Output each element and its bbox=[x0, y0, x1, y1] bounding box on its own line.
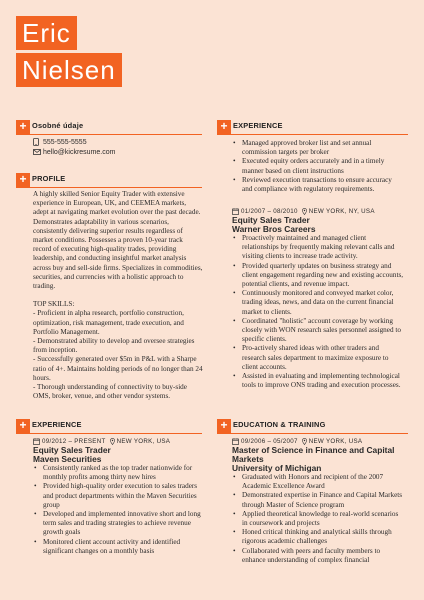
section-divider bbox=[16, 433, 202, 434]
job-location: NEW YORK, NY, USA bbox=[308, 208, 375, 215]
list-item: • Managed approved broker list and set annual commission targets per broker bbox=[232, 139, 404, 157]
degree-title: Master of Science in Finance and Capital Markets bbox=[232, 445, 395, 464]
profile-section-header bbox=[16, 173, 202, 187]
list-item: • Reviewed execution transactions to ensure accuracy and compliance with regulatory requirements. bbox=[232, 176, 404, 194]
experience-title: EXPERIENCE bbox=[233, 121, 283, 130]
section-divider bbox=[16, 187, 202, 188]
job-warner bbox=[232, 207, 404, 390]
phone-icon bbox=[33, 138, 43, 146]
section-divider bbox=[217, 134, 408, 135]
experience-section-header bbox=[217, 120, 408, 134]
list-item: • Graduated with Honors and recipient of the 2007 Academic Excellence Award bbox=[232, 473, 404, 491]
list-item: • Assisted in evaluating and implementing technological tools to improve ONS trading and execution processes. bbox=[232, 372, 404, 390]
job-company: Warner Bros Careers bbox=[232, 224, 316, 234]
previous-job-bullets bbox=[232, 139, 404, 194]
job-company: Maven Securities bbox=[33, 454, 102, 464]
job-title: Equity Sales Trader bbox=[33, 445, 111, 455]
plus-icon: + bbox=[16, 120, 30, 134]
section-divider bbox=[217, 433, 408, 434]
school-name: University of Michigan bbox=[232, 463, 322, 473]
skill-item: - Proficient in alpha research, portfolio construction, optimization, risk management, trade execution, and Portfolio Management. bbox=[33, 309, 184, 336]
list-item: • Consistently ranked as the top trader nationwide for monthly profits among thirty new hires bbox=[33, 464, 203, 482]
plus-icon: + bbox=[16, 419, 30, 433]
mail-icon bbox=[33, 149, 43, 155]
education-section-header bbox=[217, 419, 408, 433]
job-dates: 01/2007 – 08/2010 bbox=[241, 208, 298, 215]
list-item: • Provided high-quality order execution to sales traders and product departments within the Maven Securities group bbox=[33, 482, 203, 510]
education-location: NEW YORK, USA bbox=[308, 438, 363, 445]
list-item: • Provided quarterly updates on business strategy and client engagement regarding new and existing accounts, potential clients, and revenue impact. bbox=[232, 262, 404, 290]
contact-title: Osobné údaje bbox=[32, 121, 84, 130]
list-item: • Demonstrated expertise in Finance and Capital Markets through Master of Science program bbox=[232, 491, 404, 509]
location-pin-icon bbox=[110, 438, 115, 445]
first-name: Eric bbox=[16, 16, 77, 50]
list-item: • Applied theoretical knowledge to real-world scenarios in coursework and projects bbox=[232, 510, 404, 528]
plus-icon: + bbox=[217, 120, 231, 134]
job-location: NEW YORK, USA bbox=[116, 438, 171, 445]
list-item: • Continuously monitored and conveyed market color, trading ideas, news, and data on the current financial market to clients. bbox=[232, 289, 404, 317]
phone-text: 555-555-5555 bbox=[43, 138, 87, 146]
job-title: Equity Sales Trader bbox=[232, 215, 310, 225]
email-row bbox=[33, 147, 115, 157]
experience-section-header-2 bbox=[16, 419, 202, 433]
skill-item: - Thorough understanding of connectivity to buy-side OMS, broker, venue, and other vendor systems. bbox=[33, 383, 187, 401]
list-item: • Monitored client account activity and identified significant changes on a monthly basis bbox=[33, 538, 203, 556]
last-name: Nielsen bbox=[16, 53, 122, 87]
list-item: • Honed critical thinking and analytical skills through rigorous academic challenges bbox=[232, 528, 404, 546]
skills-heading: TOP SKILLS: bbox=[33, 300, 75, 309]
section-divider bbox=[16, 134, 202, 135]
profile-title: PROFILE bbox=[32, 174, 66, 183]
profile-summary: A highly skilled Senior Equity Trader with extensive experience in European, UK, and CEEMEA markets, adept at navigating market evolution over the past decade. Demonstrates adaptability in various scenarios, consistently delivering superior results regardless of market conditions. Possesses a proven 10-year track record of executing high-quality trades, providing leadership, and conducting insightful market analysis across buy and sell-side firms. Specializes in commodities, securities, and currencies with a holistic approach to trading. bbox=[33, 190, 203, 291]
location-pin-icon bbox=[302, 208, 307, 215]
list-item: • Collaborated with peers and faculty members to enhance understanding of complex financial bbox=[232, 547, 404, 565]
email-link[interactable]: hello@kickresume.com bbox=[43, 148, 116, 156]
list-item: • Developed and implemented innovative short and long term sales and trading strategies to achieve revenue growth goals bbox=[33, 510, 203, 538]
location-pin-icon bbox=[302, 438, 307, 445]
list-item: • Coordinated "holistic" account coverage by working closely with WON research sales personnel assigned to specific clients. bbox=[232, 317, 404, 345]
contact-details bbox=[33, 137, 115, 157]
experience-title: EXPERIENCE bbox=[32, 420, 82, 429]
education-title: EDUCATION & TRAINING bbox=[233, 420, 326, 429]
plus-icon: + bbox=[16, 173, 30, 187]
name-block bbox=[16, 16, 122, 87]
phone-row bbox=[33, 137, 115, 147]
list-item: • Proactively maintained and managed client relationships by frequently making relevant calls and visiting clients to increase trade activity. bbox=[232, 234, 404, 262]
calendar-icon bbox=[232, 208, 239, 215]
contact-section-header bbox=[16, 120, 202, 134]
list-item: • Executed equity orders accurately and in a timely manner based on client instructions bbox=[232, 157, 404, 175]
plus-icon: + bbox=[217, 419, 231, 433]
education-dates: 09/2006 – 05/2007 bbox=[241, 438, 298, 445]
job-maven bbox=[33, 437, 203, 556]
skill-item: - Demonstrated ability to develop and oversee strategies from inception. bbox=[33, 337, 195, 355]
list-item: • Pro-actively shared ideas with other traders and research sales department to maximize exposure to client accounts. bbox=[232, 344, 404, 372]
profile-body bbox=[33, 190, 203, 401]
education-entry bbox=[232, 437, 404, 565]
job-dates: 09/2012 – PRESENT bbox=[42, 438, 106, 445]
skill-item: - Successfully generated over $5m in P&L with a Sharpe ratio of 4+. Maintains holding periods of no longer than 24 hours. bbox=[33, 355, 203, 382]
calendar-icon bbox=[33, 438, 40, 445]
calendar-icon bbox=[232, 438, 239, 445]
